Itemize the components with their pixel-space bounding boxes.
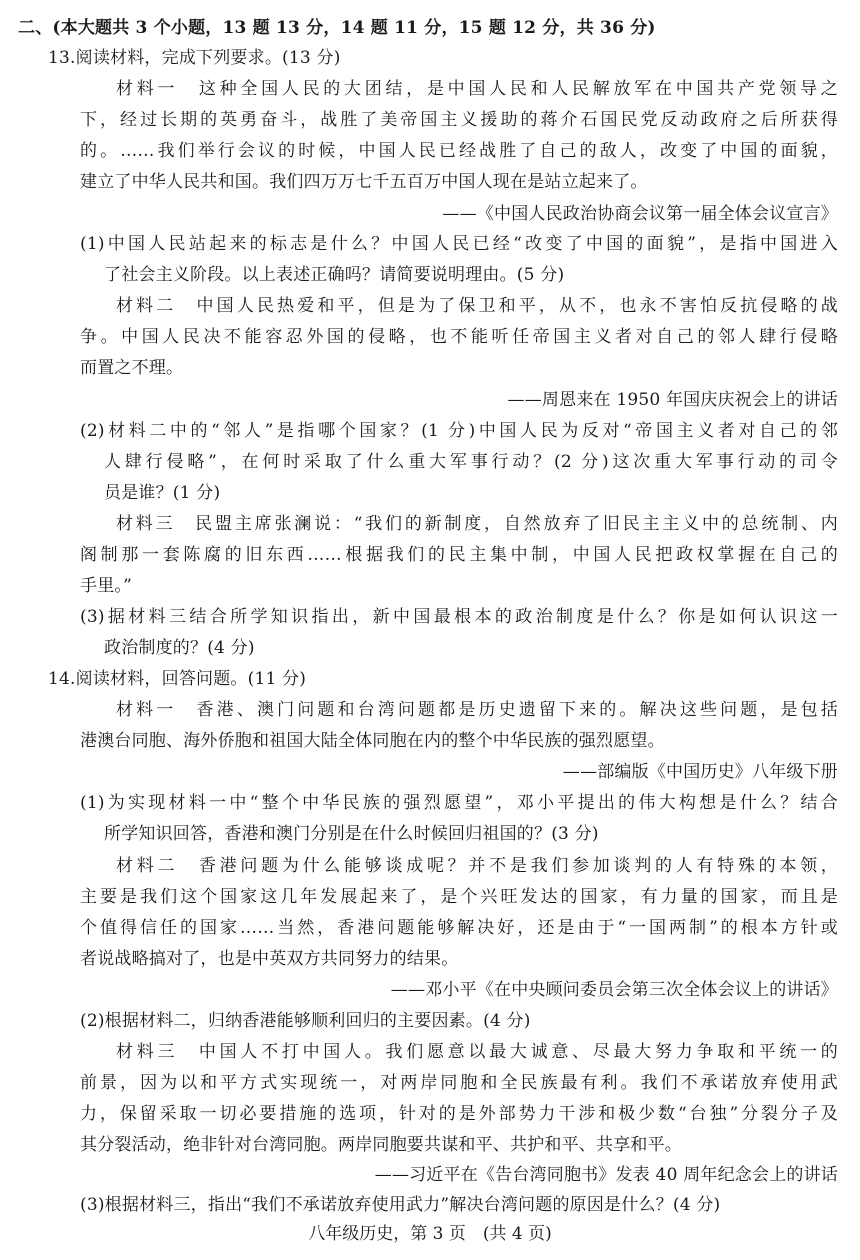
question-13-title: 13.阅读材料，完成下列要求。(13 分): [48, 48, 341, 68]
q14-sub-question-3: (3)根据材料三，指出“我们不承诺放弃使用武力”解决台湾问题的原因是什么？(4 分): [80, 1195, 721, 1215]
q13-material-2-line: 争。中国人民决不能容忍外国的侵略，也不能听任帝国主义者对自己的邻人肆行侵略: [80, 327, 838, 347]
q14-material-2-line: 材料二 香港问题为什么能够谈成呢？并不是我们参加谈判的人有特殊的本领，: [116, 856, 838, 876]
page-footer: 八年级历史，第 3 页 (共 4 页): [308, 1224, 552, 1244]
q14-material-1-line: 材料一 香港、澳门问题和台湾问题都是历史遗留下来的。解决这些问题，是包括: [116, 700, 838, 720]
q13-sub-question-2: (2)材料二中的“邻人”是指哪个国家？(1 分)中国人民为反对“帝国主义者对自己的邻: [80, 421, 838, 441]
q14-material-3-source: ——习近平在《告台湾同胞书》发表 40 周年纪念会上的讲话: [374, 1165, 838, 1185]
q14-sub-question-1: 所学知识回答，香港和澳门分别是在什么时候回归祖国的？(3 分): [104, 824, 599, 844]
q13-sub-question-1: 了社会主义阶段。以上表述正确吗？请简要说明理由。(5 分): [104, 265, 565, 285]
q14-material-2-line: 主要是我们这个国家这几年发展起来了，是个兴旺发达的国家，有力量的国家，而且是: [80, 887, 838, 907]
q13-material-1-line: 材料一 这种全国人民的大团结，是中国人民和人民解放军在中国共产党领导之: [116, 79, 838, 99]
q14-material-3-line: 其分裂活动，绝非针对台湾同胞。两岸同胞要共谋和平、共护和平、共享和平。: [80, 1135, 682, 1155]
q14-material-2-line: 个值得信任的国家……当然，香港问题能够解决好，还是由于“一国两制”的根本方针或: [80, 918, 838, 938]
q14-material-2-line: 者说战略搞对了，也是中英双方共同努力的结果。: [80, 949, 459, 969]
q14-material-1-line: 港澳台同胞、海外侨胞和祖国大陆全体同胞在内的整个中华民族的强烈愿望。: [80, 731, 665, 751]
q14-material-2-source: ——邓小平《在中央顾问委员会第三次全体会议上的讲话》: [390, 980, 838, 1000]
q14-material-3-line: 前景，因为以和平方式实现统一，对两岸同胞和全民族最有利。我们不承诺放弃使用武: [80, 1073, 838, 1093]
q13-material-1-source: ——《中国人民政治协商会议第一届全体会议宣言》: [442, 204, 838, 224]
q13-sub-question-3: 政治制度的？(4 分): [104, 638, 255, 658]
q13-material-3-line: 手里。”: [80, 576, 132, 596]
q13-sub-question-2: 人肆行侵略”，在何时采取了什么重大军事行动？(2 分)这次重大军事行动的司令: [104, 452, 838, 472]
q13-material-1-line: 的。……我们举行会议的时候，中国人民已经战胜了自己的敌人，改变了中国的面貌，: [80, 141, 838, 161]
q13-material-2-line: 而置之不理。: [80, 358, 184, 378]
q13-sub-question-1: (1)中国人民站起来的标志是什么？中国人民已经“改变了中国的面貌”，是指中国进入: [80, 234, 838, 254]
q14-sub-question-2: (2)根据材料二，归纳香港能够顺利回归的主要因素。(4 分): [80, 1011, 531, 1031]
q14-material-3-line: 材料三 中国人不打中国人。我们愿意以最大诚意、尽最大努力争取和平统一的: [116, 1042, 838, 1062]
q13-material-2-line: 材料二 中国人民热爱和平，但是为了保卫和平，从不，也永不害怕反抗侵略的战: [116, 296, 838, 316]
question-14-title: 14.阅读材料，回答问题。(11 分): [48, 669, 307, 689]
q13-material-2-source: ——周恩来在 1950 年国庆庆祝会上的讲话: [507, 390, 838, 410]
q13-sub-question-3: (3)据材料三结合所学知识指出，新中国最根本的政治制度是什么？你是如何认识这一: [80, 607, 838, 627]
q13-material-1-line: 下，经过长期的英勇奋斗，战胜了美帝国主义援助的蒋介石国民党反动政府之后所获得: [80, 110, 838, 130]
q13-sub-question-2: 员是谁？(1 分): [104, 483, 221, 503]
q13-material-1-line: 建立了中华人民共和国。我们四万万七千五百万中国人现在是站立起来了。: [80, 172, 648, 192]
q13-material-3-line: 阁制那一套陈腐的旧东西……根据我们的民主集中制，中国人民把政权掌握在自己的: [80, 545, 838, 565]
section-header: 二、(本大题共 3 个小题，13 题 13 分，14 题 11 分，15 题 12 分，共 36 分): [18, 18, 656, 38]
q14-material-3-line: 力，保留采取一切必要措施的选项，针对的是外部势力干涉和极少数“台独”分裂分子及: [80, 1104, 838, 1124]
q14-material-1-source: ——部编版《中国历史》八年级下册: [562, 762, 838, 782]
q14-sub-question-1: (1)为实现材料一中“整个中华民族的强烈愿望”，邓小平提出的伟大构想是什么？结合: [80, 793, 838, 813]
q13-material-3-line: 材料三 民盟主席张澜说：“我们的新制度，自然放弃了旧民主主义中的总统制、内: [116, 514, 838, 534]
